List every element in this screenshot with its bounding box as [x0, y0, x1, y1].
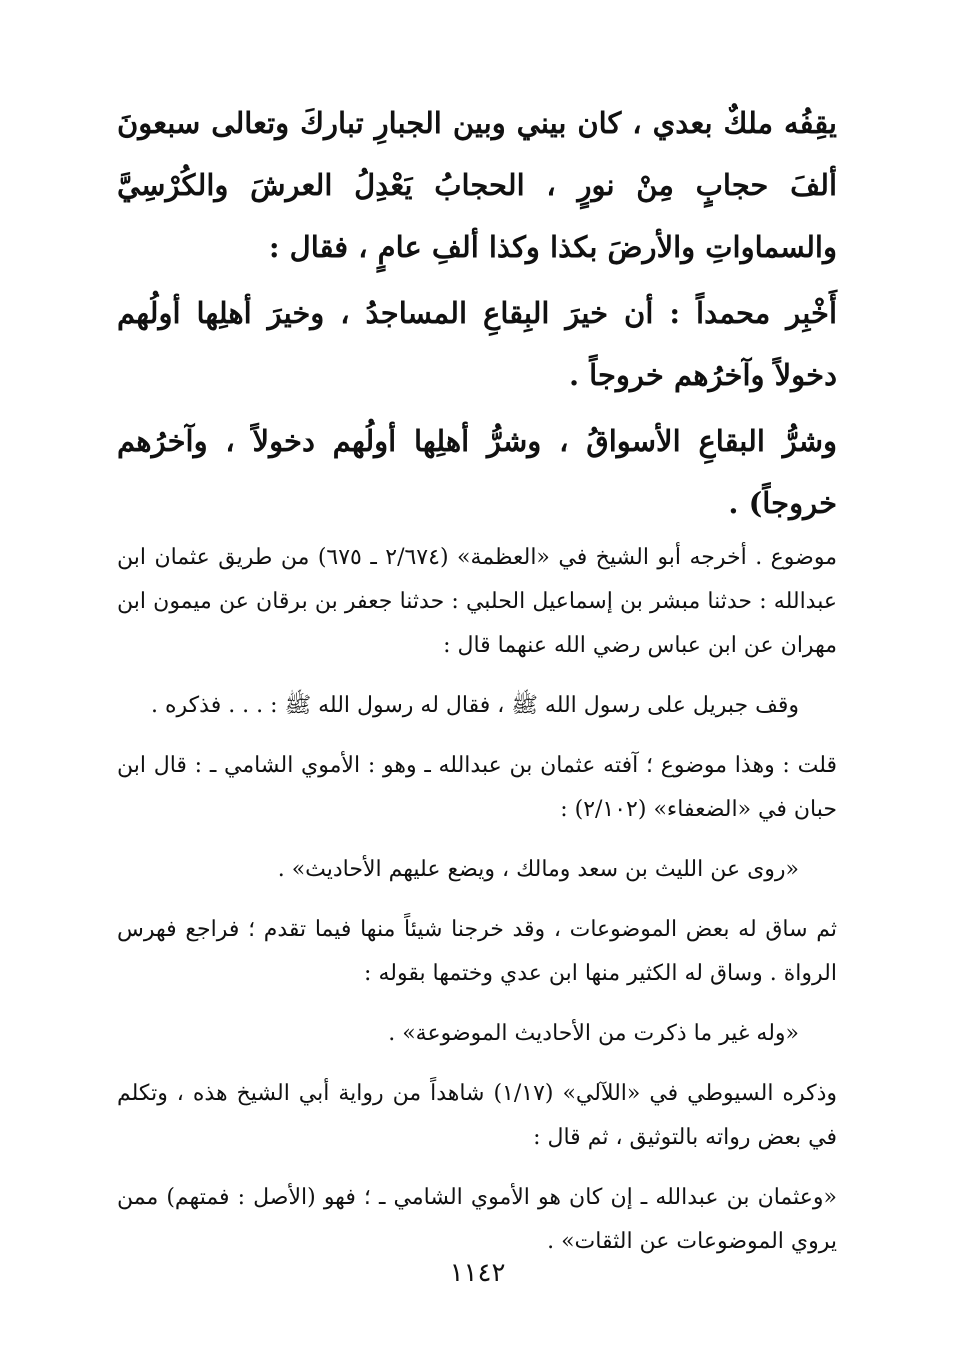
critique-paragraph: قلت : وهذا موضوع ؛ آفته عثمان بن عبدالله ـ وهو : الأموي الشامي ـ : قال ابن حبان في «الضعفاء» (٢/١٠٢) :: [117, 753, 837, 822]
commentary: [117, 536, 837, 1264]
ibn-hibban-quote: «روى عن الليث بن سعد ومالك ، ويضع عليهم الأحاديث» .: [277, 857, 799, 882]
page-number: ١١٤٢: [449, 1258, 506, 1288]
hadith-chain-quote: وقف جبريل على رسول الله ﷺ ، فقال له رسول الله ﷺ : . . . فذكره .: [151, 693, 799, 718]
suyuti-quote: «وعثمان بن عبدالله ـ إن كان هو الأموي الشامي ـ ؛ فهو (الأصل : فمتهم) ممن يروي الموضوعات عن الثقات» .: [117, 1185, 838, 1254]
hadith-paragraph-1: يقِفُه ملكٌ بعدي ، كان بيني وبين الجبارِ تباركَ وتعالى سبعونَ ألفَ حجابٍ مِنْ نورٍ ، الحجابُ يَعْدِلُ العرشَ والكُرْسِيَّ والسماواتِ والأرضَ بكذا وكذا ألفِ عامٍ ، فقال :: [117, 106, 837, 264]
hadith-text: [117, 92, 837, 534]
ibn-adi-quote: «وله غير ما ذكرت من الأحاديث الموضوعة» .: [388, 1021, 799, 1046]
takhrij-paragraph: موضوع . أخرجه أبو الشيخ في «العظمة» (٢/٦٧٤ ـ ٦٧٥) من طريق عثمان ابن عبدالله : حدثنا مبشر بن إسماعيل الحلبي : حدثنا جعفر بن برقان عن ميمون ابن مهران عن ابن عباس رضي الله عنهما قال :: [117, 545, 837, 658]
hadith-paragraph-3: وشرُّ البقاعِ الأسواقُ ، وشرُّ أهلِها أولُهم دخولاً ، وآخرُهم خروجاً) .: [117, 424, 837, 520]
narrators-paragraph: ثم ساق له بعض الموضوعات ، وقد خرجنا شيئاً منها فيما تقدم ؛ فراجع فهرس الرواة . وساق له الكثير منها ابن عدي وختمها بقوله :: [117, 917, 837, 986]
hadith-paragraph-2: أَخْبِر محمداً : أن خيرَ البِقاعِ المساجدُ ، وخيرَ أهلِها أولُهم دخولاً وآخرُهم خروجاً .: [117, 296, 837, 392]
page-body: [117, 92, 837, 1274]
suyuti-paragraph: وذكره السيوطي في «اللآلي» (١/١٧) شاهداً من رواية أبي الشيخ هذه ، وتكلم في بعض رواته بالتوثيق ، ثم قال :: [117, 1081, 837, 1150]
